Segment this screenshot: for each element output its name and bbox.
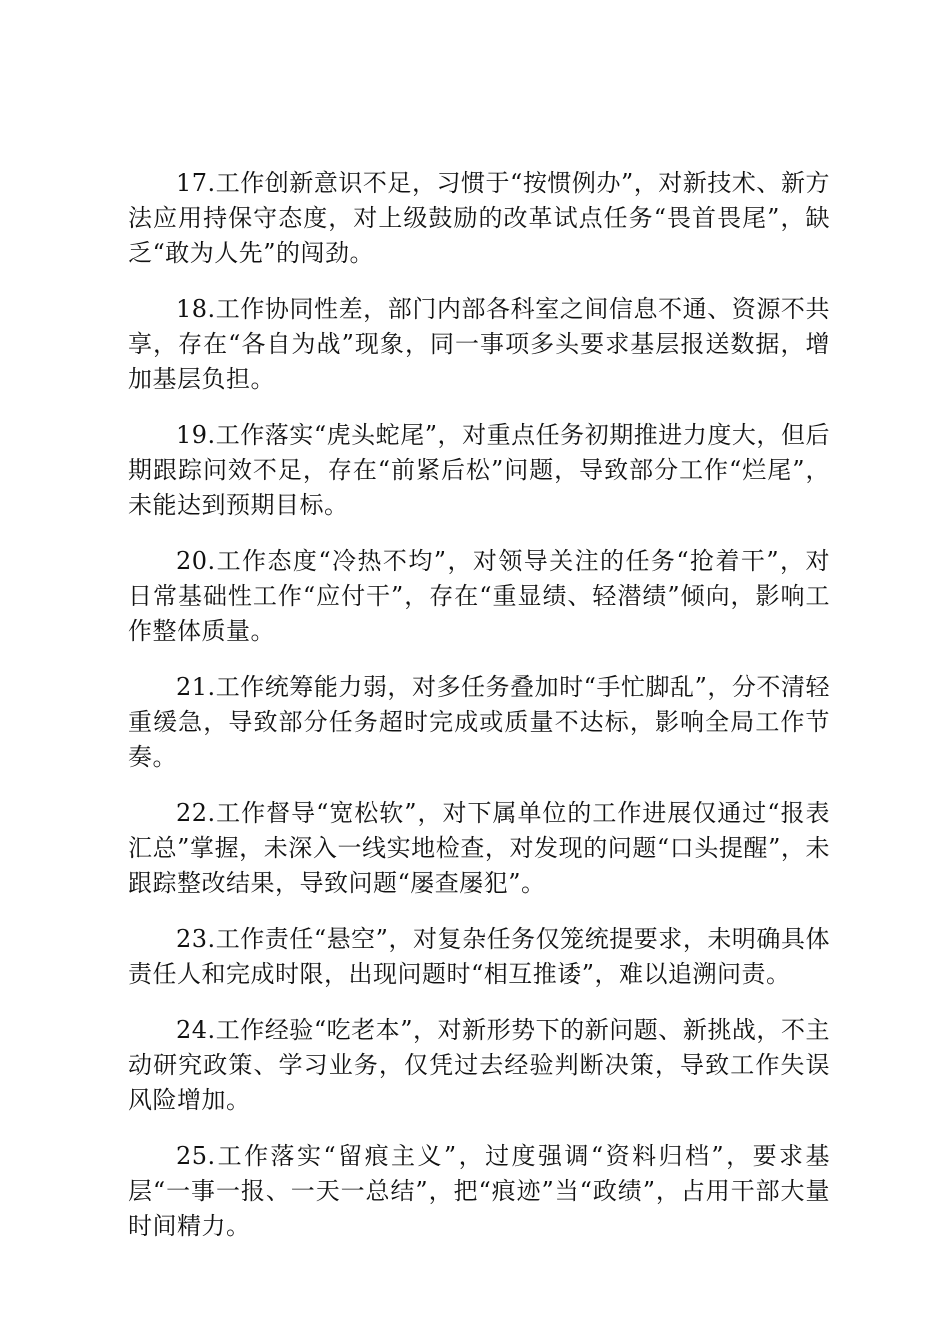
paragraph-24: 24.工作经验“吃老本”，对新形势下的新问题、新挑战，不主动研究政策、学习业务，仅凭过去经验判断决策，导致工作失误风险增加。 [128, 1016, 830, 1114]
paragraph-25: 25.工作落实“留痕主义”，过度强调“资料归档”，要求基层“一事一报、一天一总结”，把“痕迹”当“政绩”，占用干部大量时间精力。 [128, 1142, 830, 1240]
paragraph-23: 23.工作责任“悬空”，对复杂任务仅笼统提要求，未明确具体责任人和完成时限，出现问题时“相互推诿”，难以追溯问责。 [128, 925, 830, 988]
paragraph-19: 19.工作落实“虎头蛇尾”，对重点任务初期推进力度大，但后期跟踪问效不足，存在“前紧后松”问题，导致部分工作“烂尾”，未能达到预期目标。 [128, 421, 830, 519]
paragraph-22: 22.工作督导“宽松软”，对下属单位的工作进展仅通过“报表汇总”掌握，未深入一线实地检查，对发现的问题“口头提醒”，未跟踪整改结果，导致问题“屡查屡犯”。 [128, 799, 830, 897]
paragraph-20: 20.工作态度“冷热不均”，对领导关注的任务“抢着干”，对日常基础性工作“应付干”，存在“重显绩、轻潜绩”倾向，影响工作整体质量。 [128, 547, 830, 645]
paragraph-21: 21.工作统筹能力弱，对多任务叠加时“手忙脚乱”，分不清轻重缓急，导致部分任务超时完成或质量不达标，影响全局工作节奏。 [128, 673, 830, 771]
paragraph-17: 17.工作创新意识不足，习惯于“按惯例办”，对新技术、新方法应用持保守态度，对上级鼓励的改革试点任务“畏首畏尾”，缺乏“敢为人先”的闯劲。 [128, 169, 830, 267]
document-body [128, 166, 830, 1265]
paragraph-18: 18.工作协同性差，部门内部各科室之间信息不通、资源不共享，存在“各自为战”现象，同一事项多头要求基层报送数据，增加基层负担。 [128, 295, 830, 393]
